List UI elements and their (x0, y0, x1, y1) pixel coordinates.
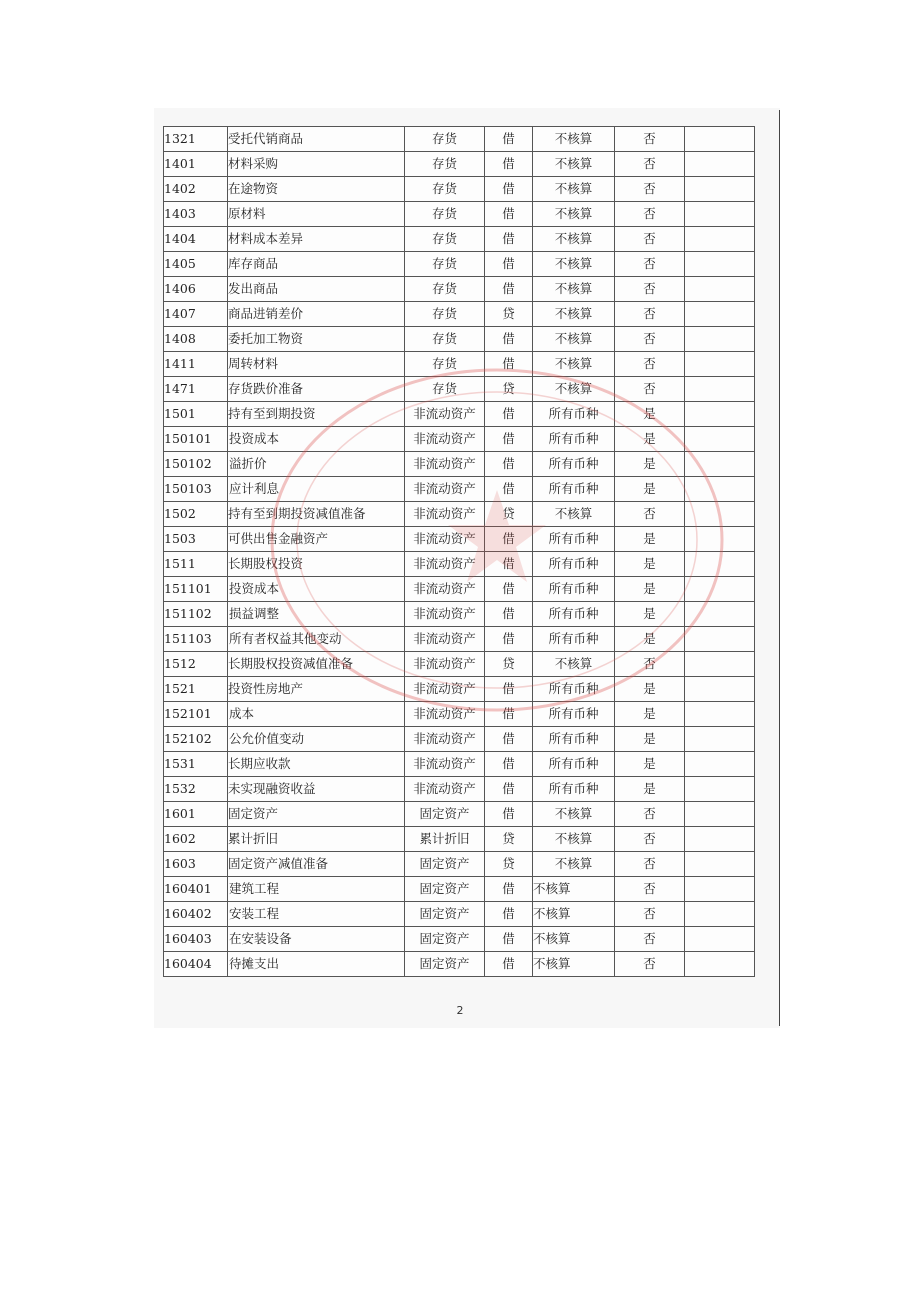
table-row (164, 627, 755, 652)
account-name: 库存商品 (228, 252, 405, 277)
account-code: 1411 (164, 352, 228, 377)
flag-cell: 否 (615, 152, 685, 177)
account-category: 非流动资产 (405, 452, 485, 477)
empty-cell (685, 527, 755, 552)
flag-cell: 是 (615, 702, 685, 727)
foreign-currency: 所有币种 (533, 677, 615, 702)
flag-cell: 否 (615, 952, 685, 977)
account-category: 存货 (405, 302, 485, 327)
account-code: 1502 (164, 502, 228, 527)
empty-cell (685, 477, 755, 502)
table-row (164, 302, 755, 327)
balance-direction: 借 (485, 352, 533, 377)
balance-direction: 借 (485, 452, 533, 477)
account-name: 建筑工程 (228, 877, 405, 902)
empty-cell (685, 427, 755, 452)
foreign-currency: 所有币种 (533, 577, 615, 602)
balance-direction: 借 (485, 877, 533, 902)
foreign-currency: 不核算 (533, 252, 615, 277)
foreign-currency: 不核算 (533, 827, 615, 852)
page-edge-line (779, 110, 780, 1026)
table-row (164, 752, 755, 777)
account-code: 1521 (164, 677, 228, 702)
empty-cell (685, 552, 755, 577)
empty-cell (685, 802, 755, 827)
flag-cell: 是 (615, 752, 685, 777)
account-name: 公允价值变动 (228, 727, 405, 752)
balance-direction: 借 (485, 177, 533, 202)
empty-cell (685, 852, 755, 877)
foreign-currency: 不核算 (533, 852, 615, 877)
account-category: 累计折旧 (405, 827, 485, 852)
foreign-currency: 所有币种 (533, 777, 615, 802)
account-name: 固定资产减值准备 (228, 852, 405, 877)
flag-cell: 否 (615, 352, 685, 377)
balance-direction: 贷 (485, 377, 533, 402)
foreign-currency: 不核算 (533, 352, 615, 377)
account-category: 非流动资产 (405, 677, 485, 702)
flag-cell: 否 (615, 502, 685, 527)
account-name: 安装工程 (228, 902, 405, 927)
account-name: 原材料 (228, 202, 405, 227)
table-row (164, 952, 755, 977)
foreign-currency: 不核算 (533, 952, 615, 977)
balance-direction: 借 (485, 152, 533, 177)
foreign-currency: 不核算 (533, 277, 615, 302)
empty-cell (685, 777, 755, 802)
flag-cell: 否 (615, 852, 685, 877)
account-name: 长期股权投资 (228, 552, 405, 577)
account-name: 材料采购 (228, 152, 405, 177)
account-category: 非流动资产 (405, 477, 485, 502)
foreign-currency: 不核算 (533, 802, 615, 827)
account-name: 周转材料 (228, 352, 405, 377)
account-code: 1601 (164, 802, 228, 827)
account-name: 溢折价 (228, 452, 405, 477)
empty-cell (685, 702, 755, 727)
account-name: 待摊支出 (228, 952, 405, 977)
foreign-currency: 所有币种 (533, 752, 615, 777)
account-code: 1603 (164, 852, 228, 877)
balance-direction: 借 (485, 527, 533, 552)
account-name: 投资成本 (228, 577, 405, 602)
table-row (164, 827, 755, 852)
empty-cell (685, 952, 755, 977)
foreign-currency: 不核算 (533, 377, 615, 402)
balance-direction: 借 (485, 777, 533, 802)
balance-direction: 借 (485, 577, 533, 602)
account-code: 1403 (164, 202, 228, 227)
empty-cell (685, 302, 755, 327)
account-category: 非流动资产 (405, 527, 485, 552)
foreign-currency: 所有币种 (533, 727, 615, 752)
flag-cell: 是 (615, 627, 685, 652)
account-code: 1532 (164, 777, 228, 802)
account-code: 150102 (164, 452, 228, 477)
empty-cell (685, 227, 755, 252)
flag-cell: 否 (615, 202, 685, 227)
empty-cell (685, 127, 755, 152)
account-code: 1512 (164, 652, 228, 677)
balance-direction: 借 (485, 552, 533, 577)
foreign-currency: 所有币种 (533, 602, 615, 627)
balance-direction: 借 (485, 627, 533, 652)
balance-direction: 贷 (485, 852, 533, 877)
account-name: 持有至到期投资减值准备 (228, 502, 405, 527)
account-code: 1511 (164, 552, 228, 577)
account-name: 可供出售金融资产 (228, 527, 405, 552)
account-category: 非流动资产 (405, 552, 485, 577)
account-name: 成本 (228, 702, 405, 727)
empty-cell (685, 902, 755, 927)
balance-direction: 贷 (485, 827, 533, 852)
table-row (164, 502, 755, 527)
flag-cell: 是 (615, 677, 685, 702)
account-category: 存货 (405, 277, 485, 302)
flag-cell: 是 (615, 777, 685, 802)
empty-cell (685, 327, 755, 352)
account-category: 存货 (405, 352, 485, 377)
empty-cell (685, 602, 755, 627)
account-category: 非流动资产 (405, 427, 485, 452)
account-category: 固定资产 (405, 802, 485, 827)
account-code: 1408 (164, 327, 228, 352)
account-code: 152102 (164, 727, 228, 752)
account-category: 存货 (405, 252, 485, 277)
table-row (164, 652, 755, 677)
flag-cell: 否 (615, 227, 685, 252)
table-row (164, 677, 755, 702)
account-code: 1405 (164, 252, 228, 277)
foreign-currency: 不核算 (533, 327, 615, 352)
balance-direction: 借 (485, 752, 533, 777)
balance-direction: 贷 (485, 502, 533, 527)
table-row (164, 277, 755, 302)
flag-cell: 是 (615, 602, 685, 627)
account-code: 1406 (164, 277, 228, 302)
table-row (164, 227, 755, 252)
account-code: 151102 (164, 602, 228, 627)
empty-cell (685, 652, 755, 677)
account-category: 存货 (405, 127, 485, 152)
account-code: 150103 (164, 477, 228, 502)
account-code: 152101 (164, 702, 228, 727)
table-row (164, 552, 755, 577)
account-category: 存货 (405, 152, 485, 177)
balance-direction: 贷 (485, 652, 533, 677)
table-row (164, 352, 755, 377)
flag-cell: 否 (615, 802, 685, 827)
account-code: 160401 (164, 877, 228, 902)
account-name: 投资性房地产 (228, 677, 405, 702)
empty-cell (685, 827, 755, 852)
balance-direction: 借 (485, 677, 533, 702)
table-row (164, 252, 755, 277)
page-number: 2 (456, 1004, 464, 1017)
foreign-currency: 所有币种 (533, 402, 615, 427)
foreign-currency: 不核算 (533, 152, 615, 177)
account-category: 存货 (405, 377, 485, 402)
account-code: 1602 (164, 827, 228, 852)
balance-direction: 借 (485, 602, 533, 627)
foreign-currency: 所有币种 (533, 427, 615, 452)
table-row (164, 327, 755, 352)
account-name: 所有者权益其他变动 (228, 627, 405, 652)
foreign-currency: 所有币种 (533, 477, 615, 502)
foreign-currency: 不核算 (533, 177, 615, 202)
balance-direction: 借 (485, 952, 533, 977)
balance-direction: 借 (485, 477, 533, 502)
account-code: 151103 (164, 627, 228, 652)
account-category: 非流动资产 (405, 652, 485, 677)
account-category: 存货 (405, 177, 485, 202)
empty-cell (685, 177, 755, 202)
account-category: 非流动资产 (405, 777, 485, 802)
flag-cell: 否 (615, 902, 685, 927)
accounts-table-body (164, 127, 755, 977)
flag-cell: 否 (615, 277, 685, 302)
account-code: 1531 (164, 752, 228, 777)
empty-cell (685, 202, 755, 227)
table-row (164, 802, 755, 827)
account-category: 固定资产 (405, 927, 485, 952)
balance-direction: 借 (485, 702, 533, 727)
balance-direction: 借 (485, 252, 533, 277)
table-row (164, 152, 755, 177)
account-name: 受托代销商品 (228, 127, 405, 152)
foreign-currency: 不核算 (533, 877, 615, 902)
empty-cell (685, 352, 755, 377)
account-code: 1321 (164, 127, 228, 152)
table-row (164, 777, 755, 802)
table-row (164, 877, 755, 902)
balance-direction: 借 (485, 927, 533, 952)
table-row (164, 452, 755, 477)
foreign-currency: 不核算 (533, 652, 615, 677)
accounts-table (163, 126, 755, 977)
empty-cell (685, 152, 755, 177)
balance-direction: 借 (485, 902, 533, 927)
account-code: 150101 (164, 427, 228, 452)
balance-direction: 借 (485, 277, 533, 302)
account-name: 存货跌价准备 (228, 377, 405, 402)
account-category: 非流动资产 (405, 502, 485, 527)
flag-cell: 否 (615, 652, 685, 677)
flag-cell: 否 (615, 327, 685, 352)
balance-direction: 借 (485, 402, 533, 427)
flag-cell: 是 (615, 427, 685, 452)
account-category: 存货 (405, 327, 485, 352)
account-category: 固定资产 (405, 852, 485, 877)
account-code: 1404 (164, 227, 228, 252)
account-category: 非流动资产 (405, 727, 485, 752)
account-name: 持有至到期投资 (228, 402, 405, 427)
empty-cell (685, 277, 755, 302)
foreign-currency: 不核算 (533, 902, 615, 927)
flag-cell: 否 (615, 302, 685, 327)
flag-cell: 否 (615, 377, 685, 402)
empty-cell (685, 752, 755, 777)
table-row (164, 127, 755, 152)
account-category: 非流动资产 (405, 402, 485, 427)
balance-direction: 借 (485, 802, 533, 827)
empty-cell (685, 727, 755, 752)
table-row (164, 527, 755, 552)
empty-cell (685, 452, 755, 477)
balance-direction: 借 (485, 427, 533, 452)
flag-cell: 是 (615, 452, 685, 477)
account-name: 未实现融资收益 (228, 777, 405, 802)
account-name: 发出商品 (228, 277, 405, 302)
table-row (164, 402, 755, 427)
table-row (164, 727, 755, 752)
empty-cell (685, 877, 755, 902)
empty-cell (685, 577, 755, 602)
empty-cell (685, 677, 755, 702)
account-code: 1503 (164, 527, 228, 552)
account-name: 投资成本 (228, 427, 405, 452)
account-category: 固定资产 (405, 952, 485, 977)
account-name: 在安装设备 (228, 927, 405, 952)
account-code: 160403 (164, 927, 228, 952)
flag-cell: 是 (615, 577, 685, 602)
account-name: 商品进销差价 (228, 302, 405, 327)
foreign-currency: 不核算 (533, 127, 615, 152)
account-code: 160404 (164, 952, 228, 977)
account-name: 委托加工物资 (228, 327, 405, 352)
empty-cell (685, 377, 755, 402)
flag-cell: 否 (615, 927, 685, 952)
account-name: 固定资产 (228, 802, 405, 827)
account-name: 长期股权投资减值准备 (228, 652, 405, 677)
table-row (164, 927, 755, 952)
table-row (164, 602, 755, 627)
flag-cell: 是 (615, 552, 685, 577)
foreign-currency: 所有币种 (533, 527, 615, 552)
balance-direction: 借 (485, 127, 533, 152)
balance-direction: 贷 (485, 302, 533, 327)
balance-direction: 借 (485, 727, 533, 752)
account-name: 应计利息 (228, 477, 405, 502)
account-category: 非流动资产 (405, 627, 485, 652)
flag-cell: 否 (615, 252, 685, 277)
empty-cell (685, 402, 755, 427)
account-code: 1501 (164, 402, 228, 427)
flag-cell: 否 (615, 127, 685, 152)
account-category: 非流动资产 (405, 602, 485, 627)
table-row (164, 427, 755, 452)
table-row (164, 902, 755, 927)
account-code: 151101 (164, 577, 228, 602)
account-category: 非流动资产 (405, 752, 485, 777)
empty-cell (685, 502, 755, 527)
empty-cell (685, 627, 755, 652)
foreign-currency: 所有币种 (533, 627, 615, 652)
empty-cell (685, 252, 755, 277)
account-code: 1407 (164, 302, 228, 327)
table-row (164, 377, 755, 402)
flag-cell: 否 (615, 877, 685, 902)
foreign-currency: 所有币种 (533, 552, 615, 577)
flag-cell: 否 (615, 827, 685, 852)
foreign-currency: 不核算 (533, 227, 615, 252)
foreign-currency: 不核算 (533, 302, 615, 327)
flag-cell: 是 (615, 402, 685, 427)
flag-cell: 否 (615, 177, 685, 202)
account-code: 160402 (164, 902, 228, 927)
table-row (164, 477, 755, 502)
empty-cell (685, 927, 755, 952)
table-row (164, 202, 755, 227)
table-row (164, 177, 755, 202)
account-code: 1471 (164, 377, 228, 402)
flag-cell: 是 (615, 477, 685, 502)
foreign-currency: 不核算 (533, 502, 615, 527)
account-category: 存货 (405, 227, 485, 252)
balance-direction: 借 (485, 227, 533, 252)
foreign-currency: 所有币种 (533, 452, 615, 477)
account-name: 材料成本差异 (228, 227, 405, 252)
balance-direction: 借 (485, 202, 533, 227)
account-category: 存货 (405, 202, 485, 227)
table-row (164, 577, 755, 602)
account-name: 损益调整 (228, 602, 405, 627)
balance-direction: 借 (485, 327, 533, 352)
account-name: 累计折旧 (228, 827, 405, 852)
flag-cell: 是 (615, 527, 685, 552)
account-category: 固定资产 (405, 877, 485, 902)
account-name: 长期应收款 (228, 752, 405, 777)
account-code: 1401 (164, 152, 228, 177)
account-code: 1402 (164, 177, 228, 202)
account-category: 非流动资产 (405, 577, 485, 602)
table-row (164, 702, 755, 727)
account-name: 在途物资 (228, 177, 405, 202)
flag-cell: 是 (615, 727, 685, 752)
foreign-currency: 不核算 (533, 202, 615, 227)
account-category: 固定资产 (405, 902, 485, 927)
account-category: 非流动资产 (405, 702, 485, 727)
foreign-currency: 所有币种 (533, 702, 615, 727)
table-row (164, 852, 755, 877)
foreign-currency: 不核算 (533, 927, 615, 952)
